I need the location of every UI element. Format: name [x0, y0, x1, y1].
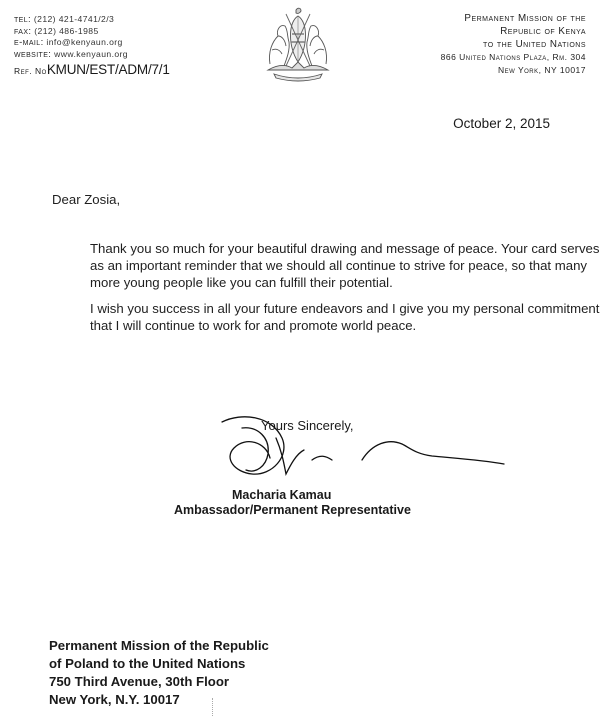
- closing: Yours Sincerely,: [261, 418, 354, 433]
- letter-date: October 2, 2015: [453, 116, 550, 131]
- mission-header: [441, 13, 586, 77]
- recipient-line-3: 750 Third Avenue, 30th Floor: [49, 674, 230, 689]
- salutation: Dear Zosia,: [52, 192, 121, 207]
- mission-line-1: Permanent Mission of the: [464, 13, 586, 24]
- signatory-title: Ambassador/Permanent Representative: [174, 503, 411, 517]
- recipient-line-2: of Poland to the United Nations: [49, 656, 246, 671]
- handwritten-signature: [212, 408, 512, 488]
- contact-website: website: www.kenyaun.org: [14, 48, 128, 60]
- contact-tel: tel: (212) 421-4741/2/3: [14, 14, 115, 25]
- mission-line-2: Republic of Kenya: [500, 25, 586, 37]
- mission-city: New York, NY 10017: [497, 65, 586, 76]
- signatory-name: Macharia Kamau: [232, 488, 332, 502]
- mission-line-3: to the United Nations: [483, 38, 586, 50]
- recipient-line-1: Permanent Mission of the Republic: [49, 638, 269, 653]
- paragraph-2: I wish you success in all your future endeavors and I give you my personal commitment that I will continue to work for and promote world peace.: [90, 301, 600, 333]
- recipient-address: [49, 637, 269, 709]
- mission-address: 866 United Nations Plaza, Rm. 304: [440, 52, 586, 63]
- recipient-line-4: New York, N.Y. 10017: [49, 692, 180, 707]
- contact-fax: fax: (212) 486-1985: [14, 25, 99, 37]
- scan-artifact: [212, 698, 215, 716]
- paragraph-1: Thank you so much for your beautiful drawing and message of peace. Your card serves as an important reminder that we should all continue to strive for peace, so that many more young people like you can fulfill their potential.: [90, 241, 600, 290]
- kenya-coat-of-arms-icon: [258, 6, 338, 82]
- contact-info: [14, 14, 128, 60]
- reference-number: Ref. NoKMUN/EST/ADM/7/1: [14, 62, 170, 77]
- contact-email: e-mail: info@kenyaun.org: [14, 37, 123, 48]
